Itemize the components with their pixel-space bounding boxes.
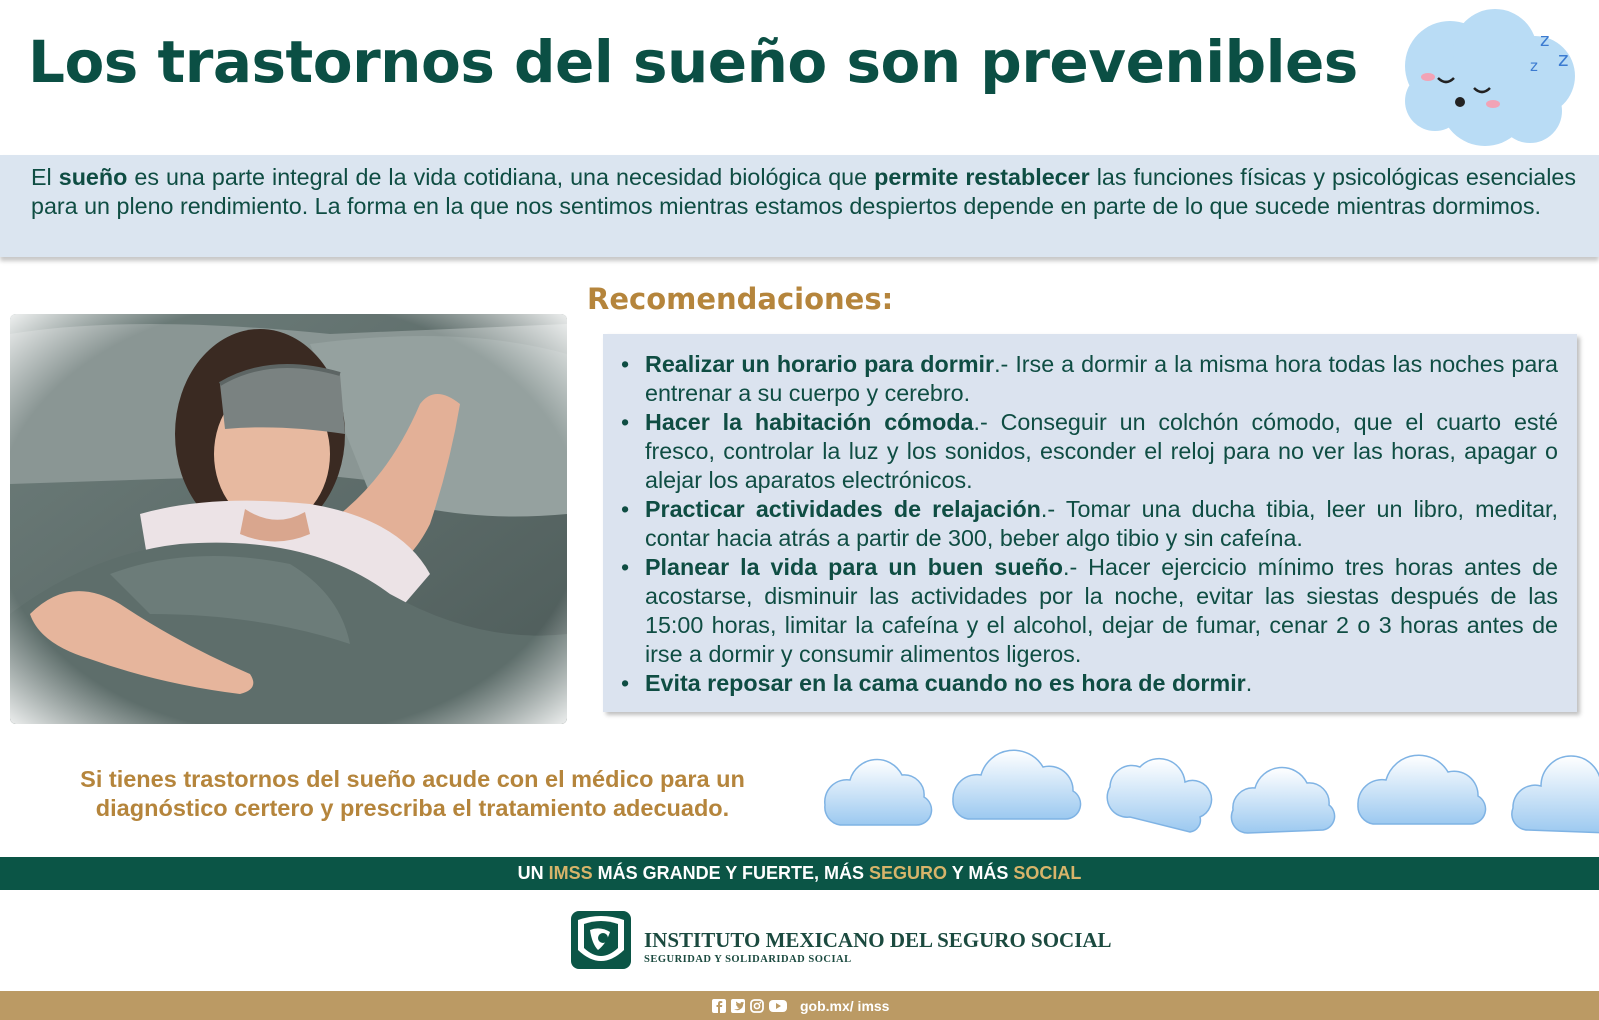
twitter-icon[interactable] [731, 999, 745, 1013]
footer-band [0, 991, 1599, 1020]
recommendations-list [621, 350, 1558, 698]
cloud-icon [1231, 768, 1334, 833]
bullet-icon: • [621, 496, 630, 522]
website-link[interactable]: gob.mx/ imss [800, 998, 890, 1014]
cloud-icon [1358, 755, 1486, 824]
bullet-icon: • [621, 351, 630, 377]
bullet-icon: • [621, 409, 630, 435]
cloud-icon [1512, 756, 1599, 833]
svg-text:z: z [1540, 30, 1550, 51]
list-item: • Evita reposar en la cama cuando no es hora de dormir. [621, 670, 1253, 696]
recommendations-heading: Recomendaciones: [587, 282, 894, 316]
svg-text:z: z [1530, 57, 1538, 75]
youtube-icon[interactable] [769, 999, 787, 1013]
imss-emblem-icon [570, 910, 632, 970]
bullet-icon: • [621, 670, 630, 696]
institution-subtitle: SEGURIDAD Y SOLIDARIDAD SOCIAL [644, 954, 852, 965]
list-item: • Practicar actividades de relajación.- Tomar una ducha tibia, leer un libro, meditar, contar hacia atrás a partir de 300, beber algo tibio y sin cafeína. [621, 496, 1558, 551]
instagram-icon[interactable] [750, 999, 764, 1013]
sleeping-cloud-icon [1390, 6, 1595, 151]
cloud-icon [825, 760, 932, 825]
recommendations-box [603, 334, 1577, 712]
list-item: • Planear la vida para un buen sueño.- Hacer ejercicio mínimo tres horas antes de acostarse, disminuir las actividades por la noche, evitar las siestas después de las 15:00 horas, limitar la cafeína y el alcohol, dejar de fumar, cenar 2 o 3 horas antes de irse a dormir y consumir alimentos ligeros. [621, 554, 1558, 667]
sleeping-woman-photo [10, 314, 567, 724]
imss-logo [570, 910, 1112, 974]
institution-name: INSTITUTO MEXICANO DEL SEGURO SOCIAL [644, 928, 1112, 952]
intro-paragraph: El sueño es una parte integral de la vida cotidiana, una necesidad biológica que permite restablecer las funciones físicas y psicológicas esenciales para un pleno rendimiento. La forma en la que nos sentimos mientras estamos despiertos depende en parte de lo que sucede mientras dormimos. [31, 164, 1577, 219]
page-title: Los trastornos del sueño son prevenibles [28, 28, 1358, 96]
svg-text:z: z [1558, 47, 1569, 71]
facebook-icon[interactable] [712, 999, 726, 1013]
list-item: • Hacer la habitación cómoda.- Conseguir un colchón cómodo, que el cuarto esté fresco, controlar la luz y los sonidos, esconder el reloj para no ver las horas, apagar o alejar los aparatos electrónicos. [621, 409, 1558, 493]
cloud-icon [953, 750, 1081, 819]
intro-band [0, 155, 1599, 257]
slogan-band: UN IMSS MÁS GRANDE Y FUERTE, MÁS SEGURO Y MÁS SOCIAL [0, 857, 1599, 890]
list-item: • Realizar un horario para dormir.- Irse a dormir a la misma hora todas las noches para entrenar a su cuerpo y cerebro. [621, 351, 1558, 406]
clouds-decoration [820, 740, 1599, 840]
bullet-icon: • [621, 554, 630, 580]
social-links [712, 997, 889, 1015]
doctor-advice-text: Si tienes trastornos del sueño acude con el médico para un diagnóstico certero y prescriba el tratamiento adecuado. [80, 766, 745, 821]
cloud-icon [1107, 759, 1211, 832]
